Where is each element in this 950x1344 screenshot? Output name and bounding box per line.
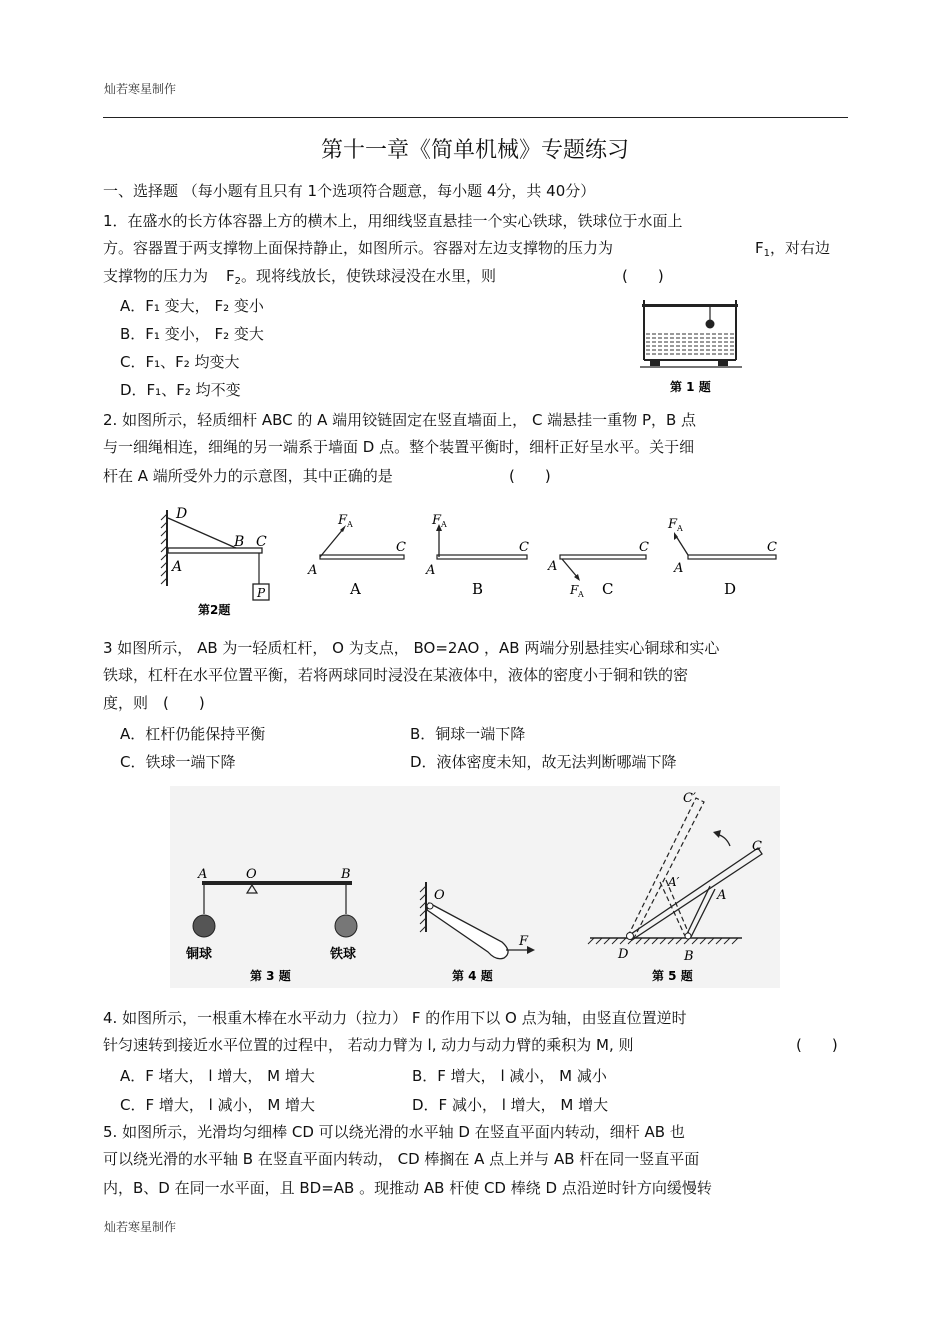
q3-option-d: D．液体密度未知，故无法判断哪端下降 [410,753,677,771]
fig2-a-label-a: A [308,563,318,578]
q1-f2: F [226,267,235,285]
q4-option-c: C．F 增大， l 减小， M 增大 [120,1096,316,1114]
fig3-lever [202,881,352,885]
fig2-b-force-sub: A [441,520,447,529]
fig4-caption: 第 4 题 [452,969,493,983]
q4-bracket: ( ) [796,1036,838,1054]
q1-option-b: B．F₁ 变小， F₂ 变大 [120,325,264,343]
fig2-option-d [667,517,777,598]
q1-f1: F [755,239,764,257]
fig2-rope-db [168,518,236,548]
fig2-a-force: F [338,513,348,528]
q1-line3 [103,266,496,286]
q4-line2: 针匀速转到接近水平位置的过程中， 若动力臂为 l, 动力与动力臂的乘积为 M, 则 [103,1036,634,1054]
q1-line2 [103,238,848,258]
fig2-label-p: P [257,586,266,600]
fig2-rod-abc [168,548,262,553]
fig5-label-a: A [717,888,727,903]
fig5-pivot-d [627,933,634,940]
footer-brand: 灿若寒星制作 [104,1220,177,1234]
fig2-a-force-sub: A [347,520,353,529]
q3-option-b: B．铜球一端下降 [410,725,526,743]
fig5-label-c-prime: C′ [683,791,696,806]
fig5-caption: 第 5 题 [652,969,693,983]
fig2-label-c: C [256,534,267,550]
fig2-label-b: B [234,534,245,550]
fig3-caption: 第 3 题 [250,969,291,983]
fig2-d-force-sub: A [677,524,683,533]
q4-line1: 4. 如图所示，一根重木棒在水平动力（拉力） F 的作用下以 O 点为轴，由竖直位置逆时 [103,1009,687,1027]
q3-line2: 铁球，杠杆在水平位置平衡，若将两球同时浸没在某液体中，液体的密度小于铜和铁的密 [103,666,689,684]
fig1-left-support [650,361,660,366]
fig2-b-option-label: B [472,580,484,598]
header-rule [103,117,848,118]
fig2-c-label-a: A [548,559,558,574]
q3-line1: 3 如图所示， AB 为一轻质杠杆， O 为支点， BO=2AO ，AB 两端分别悬挂实心铜球和实心 [103,639,720,657]
q3-option-a: A．杠杆仍能保持平衡 [120,725,266,743]
q2-line1: 2. 如图所示，轻质细杆 ABC 的 A 端用铰链固定在竖直墙面上， C 端悬挂一重物 P，B 点 [103,411,697,429]
fig1-caption: 第 1 题 [670,380,711,394]
section-heading: 一、选择题 （每小题有且只有 1个选项符合题意，每小题 4分，共 40分） [103,182,596,200]
fig4-pivot [427,903,433,909]
page-title: 第十一章《简单机械》专题练习 [320,138,629,163]
fig1-iron-ball [706,320,715,329]
q1-line2c: ，对右边 [770,239,831,257]
fig4-label-f: F [519,934,529,949]
fig2-b-force: F [432,513,442,528]
q4-option-a: A．F 堵大， l 增大， M 增大 [120,1067,315,1085]
fig3-left-ball-label: 铜球 [186,947,213,962]
fig2-label-d: D [176,506,188,522]
q4-option-b: B．F 增大， l 减小， M 减小 [412,1067,607,1085]
q1-bracket: ( ) [622,267,664,285]
fig3-label-a: A [198,867,208,882]
fig2-c-label-c: C [639,540,649,555]
fig3-copper-ball [193,915,215,937]
q4-option-d: D．F 减小， l 增大， M 增大 [412,1096,609,1114]
fig2-b-label-c: C [519,540,529,555]
fig1-crossbar [642,304,738,307]
q1-option-c: C．F₁、F₂ 均变大 [120,353,240,371]
fig5-label-a-prime: A′ [668,875,680,889]
fig4-label-o: O [434,888,445,903]
fig2-label-a: A [172,559,183,575]
fig2-d-option-label: D [724,580,737,598]
q2-line2: 与一细绳相连，细绳的另一端系于墙面 D 点。整个装置平衡时，细杆正好呈水平。关于细 [103,438,695,456]
fig5-label-c: C [752,839,762,854]
fig5-label-b: B [684,949,694,964]
figure-1 [636,290,748,398]
q3-line3: 度，则 ( ) [103,694,205,712]
q1-line3c: 。现将线放长，使铁球浸没在水里，则 [241,267,497,285]
figure-2 [150,502,800,620]
q2-bracket: ( ) [509,467,551,485]
fig5-pivot-b [685,933,691,939]
fig3-right-ball-label: 铁球 [330,947,357,962]
fig2-c-force: F [570,583,579,597]
fig2-option-b [425,513,529,598]
q1-line2a: 方。容器置于两支撑物上面保持静止，如图所示。容器对左边支撑物的压力为 [103,239,614,257]
fig3-iron-ball [335,915,357,937]
fig1-right-support [718,361,728,366]
fig2-a-option-label: A [350,580,361,598]
q2-line3: 杆在 A 端所受外力的示意图，其中正确的是 [103,467,393,485]
fig2-c-force-sub: A [578,590,584,599]
q5-line2: 可以绕光滑的水平轴 B 在竖直平面内转动， CD 棒搁在 A 点上并与 AB 杆在同一竖直平面 [103,1150,700,1168]
q1-option-d: D．F₁、F₂ 均不变 [120,381,241,399]
figures-3-4-5 [170,786,780,988]
header-brand: 灿若寒星制作 [104,82,177,96]
q5-line3: 内，B、D 在同一水平面，且 BD=AB 。现推动 AB 杆使 CD 棒绕 D 点沿逆时针方向缓慢转 [103,1179,712,1197]
fig2-a-label-c: C [396,540,406,555]
q1-line3a: 支撑物的压力为 [103,267,209,285]
q3-option-c: C．铁球一端下降 [120,753,236,771]
fig2-d-force: F [668,517,678,532]
fig5-label-d: D [618,947,629,962]
fig2-option-c [547,540,649,599]
fig2-b-label-a: A [426,563,436,578]
fig2-d-label-c: C [767,540,777,555]
q1-f1-sub: 1 [763,248,771,259]
fig3-label-b: B [341,867,351,882]
fig2-option-a [307,513,406,598]
q1-f2-sub: 2 [234,276,242,287]
fig2-d-label-a: A [674,561,684,576]
fig1-water [646,334,734,354]
q1-option-a: A．F₁ 变大， F₂ 变小 [120,297,264,315]
q5-line1: 5. 如图所示，光滑均匀细棒 CD 可以绕光滑的水平轴 D 在竖直平面内转动，细杆 AB 也 [103,1123,685,1141]
q1-line1: 1．在盛水的长方体容器上方的横木上，用细线竖直悬挂一个实心铁球，铁球位于水面上 [103,212,683,230]
fig3-label-o: O [246,867,257,882]
fig2-c-option-label: C [602,580,614,598]
fig2-caption: 第2题 [198,603,231,617]
